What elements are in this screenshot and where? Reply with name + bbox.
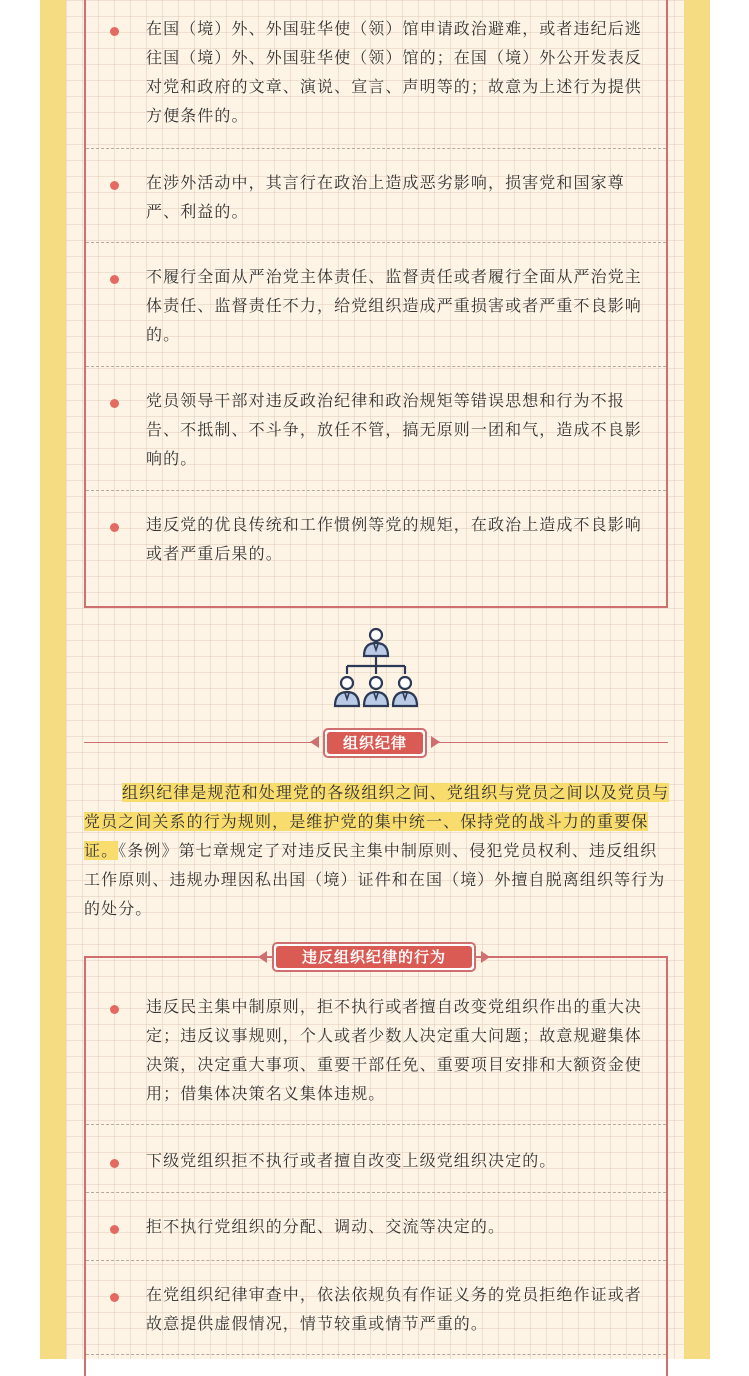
bullet-icon	[110, 275, 119, 284]
list-item-text: 党员领导干部对违反政治纪律和政治规矩等错误思想和行为不报告、不抵制、不斗争，放任不管，搞无原则一团和气，造成不良影响的。	[146, 391, 642, 468]
subsection-title	[272, 942, 476, 972]
section-title	[323, 728, 427, 758]
bullet-icon	[110, 1005, 119, 1014]
divider	[86, 1354, 666, 1355]
intro-paragraph	[84, 778, 674, 923]
divider	[86, 490, 666, 491]
list-item-text: 在涉外活动中，其言行在政治上造成恶劣影响，损害党和国家尊严、利益的。	[146, 173, 625, 221]
intro-highlight: 组织纪律是规范和处理党的各级组织之间、党组织与党员之间以及党员与党员之间关系的行为规则，是维护党的集中统一、保持党的战斗力的重要保证。	[84, 783, 670, 860]
list-item-text: 违反党的优良传统和工作惯例等党的规矩，在政治上造成不良影响或者严重后果的。	[146, 515, 642, 563]
bullet-icon	[110, 181, 119, 190]
divider	[86, 242, 666, 243]
political-discipline-list	[84, 0, 668, 608]
org-hierarchy-icon	[331, 626, 421, 716]
arrow-right-icon	[481, 951, 490, 963]
title-rule-right	[438, 742, 668, 743]
section-title-text: 组织纪律	[327, 732, 423, 754]
divider	[86, 1192, 666, 1193]
bullet-icon	[110, 27, 119, 36]
bullet-icon	[110, 523, 119, 532]
arrow-left-icon	[258, 951, 267, 963]
divider	[86, 148, 666, 149]
list-item-text: 违反民主集中制原则，拒不执行或者擅自改变党组织作出的重大决定；违反议事规则，个人或者少数人决定重大问题；故意规避集体决策，决定重大事项、重要干部任免、重要项目安排和大额资金使用；借集体决策名义集体违规。	[146, 997, 642, 1103]
list-item-text: 下级党组织拒不执行或者擅自改变上级党组织决定的。	[146, 1151, 557, 1170]
bullet-icon	[110, 1225, 119, 1234]
list-item-text: 在党组织纪律审查中，依法依规负有作证义务的党员拒绝作证或者故意提供虚假情况，情节较重或情节严重的。	[146, 1285, 642, 1333]
organizational-discipline-list	[84, 956, 668, 1376]
subsection-title-text: 违反组织纪律的行为	[276, 946, 472, 968]
list-item-text: 在国（境）外、外国驻华使（领）馆申请政治避难，或者违纪后逃往国（境）外、外国驻华使（领）馆的；在国（境）外公开发表反对党和政府的文章、演说、宣言、声明等的；故意为上述行为提供方便条件的。	[146, 19, 642, 125]
bullet-icon	[110, 1159, 119, 1168]
list-item-text: 拒不执行党组织的分配、调动、交流等决定的。	[146, 1217, 506, 1236]
arrow-right-icon	[431, 736, 440, 748]
divider	[86, 366, 666, 367]
intro-text: 《条例》第七章规定了对违反民主集中制原则、侵犯党员权利、违反组织工作原则、违规办理因私出国（境）证件和在国（境）外擅自脱离组织等行为的处分。	[84, 841, 666, 918]
arrow-left-icon	[310, 736, 319, 748]
list-item-text: 不履行全面从严治党主体责任、监督责任或者履行全面从严治党主体责任、监督责任不力，给党组织造成严重损害或者严重不良影响的。	[146, 267, 642, 344]
divider	[86, 1260, 666, 1261]
bullet-icon	[110, 1293, 119, 1302]
bullet-icon	[110, 399, 119, 408]
title-rule-left	[84, 742, 314, 743]
divider	[86, 1124, 666, 1125]
